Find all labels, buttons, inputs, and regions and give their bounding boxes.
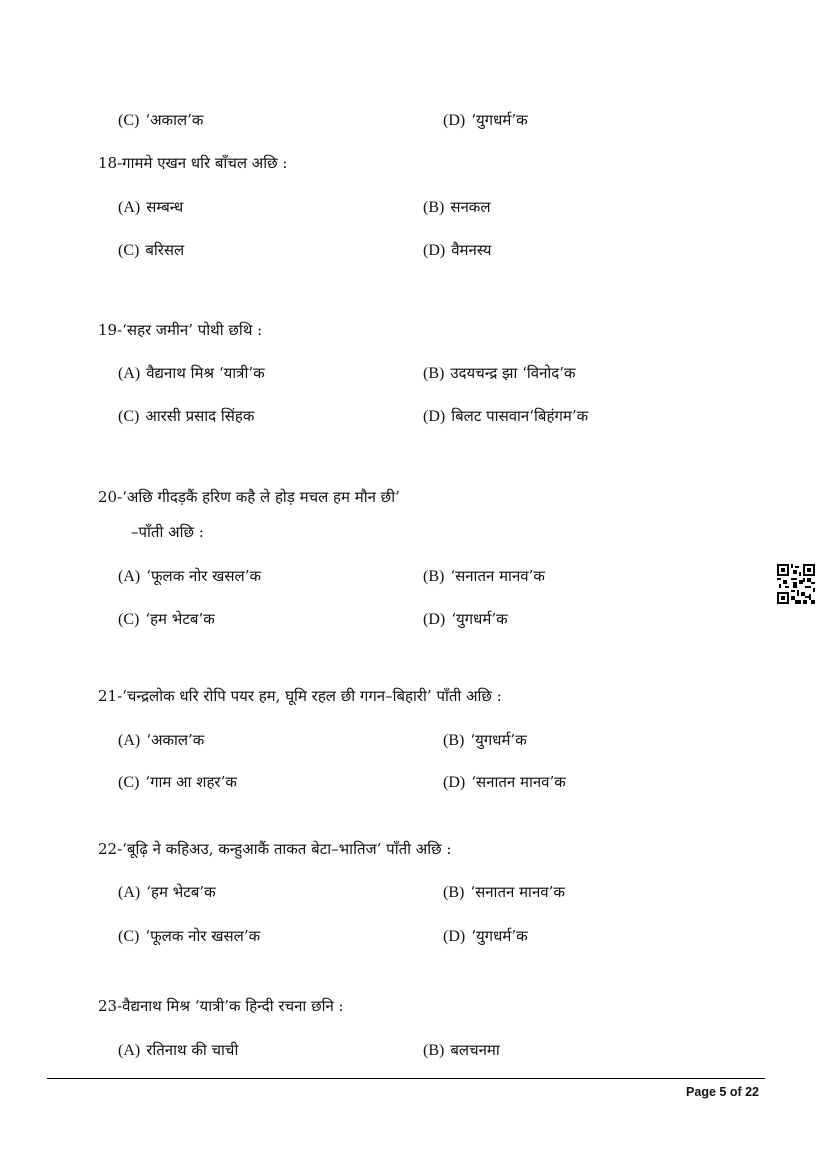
option-label: (A) [118, 1042, 141, 1059]
option-label: (D) [443, 774, 466, 791]
qr-code-icon [777, 564, 815, 604]
option-text: रतिनाथ की चाची [146, 1041, 239, 1059]
option-label: (C) [118, 774, 140, 791]
option-label: (D) [443, 112, 466, 129]
q20-option-d [423, 609, 508, 629]
q20-option-a [118, 566, 261, 586]
option-text: ‘युगधर्म’क [451, 610, 508, 628]
option-label: (D) [423, 408, 446, 425]
q21-option-a [118, 730, 204, 750]
question-22: 22-‘बूढ़ि ने कहिअउ, कन्हुआकैं ताकत बेटा–भातिज’ पाँती अछि : [98, 840, 452, 858]
question-23: 23-वैद्यनाथ मिश्र ‘यात्री’क हिन्दी रचना छनि : [98, 997, 344, 1015]
option-label: (C) [118, 112, 140, 129]
option-text: ‘फूलक नोर खसल’क [145, 927, 261, 945]
q23-option-a [118, 1040, 238, 1060]
option-label: (A) [118, 732, 141, 749]
q22-option-a [118, 882, 216, 902]
option-label: (C) [118, 611, 140, 628]
q21-option-c [118, 772, 237, 792]
page-number: Page 5 of 22 [686, 1085, 759, 1099]
question-20-continuation: –पाँती अछि : [131, 523, 204, 541]
option-text: आरसी प्रसाद सिंहक [145, 407, 255, 425]
q19-option-d [423, 406, 588, 426]
q17-option-c [118, 110, 203, 130]
option-label: (D) [443, 928, 466, 945]
option-label: (C) [118, 928, 140, 945]
option-label: (B) [423, 568, 445, 585]
option-label: (B) [423, 365, 445, 382]
option-text: ‘गाम आ शहर’क [145, 773, 237, 791]
option-text: सनकल [450, 198, 491, 216]
option-label: (D) [423, 611, 446, 628]
q17-option-d [443, 110, 528, 130]
option-label: (C) [118, 408, 140, 425]
option-text: ‘सनातन मानव’क [470, 883, 565, 901]
q18-option-d [423, 240, 491, 260]
q18-option-b [423, 197, 490, 217]
option-label: (B) [443, 732, 465, 749]
footer-divider [47, 1078, 765, 1079]
question-21: 21-‘चन्द्रलोक धरि रोपि पयर हम, घूमि रहल छी गगन–बिहारी’ पाँती अछि : [98, 687, 502, 705]
option-label: (A) [118, 365, 141, 382]
option-text: ‘सनातन मानव’क [471, 773, 566, 791]
q18-option-c [118, 240, 184, 260]
option-text: ‘युगधर्म’क [470, 731, 527, 749]
option-text: ‘अकाल’क [146, 731, 205, 749]
option-text: ‘हम भेटब’क [145, 610, 215, 628]
q21-option-d [443, 772, 566, 792]
option-text: ‘युगधर्म’क [471, 111, 528, 129]
option-label: (B) [443, 884, 465, 901]
option-text: वैद्यनाथ मिश्र ‘यात्री’क [146, 364, 265, 382]
option-label: (A) [118, 199, 141, 216]
option-label: (A) [118, 568, 141, 585]
option-label: (C) [118, 242, 140, 259]
option-label: (B) [423, 199, 445, 216]
option-text: ‘युगधर्म’क [471, 927, 528, 945]
q21-option-b [443, 730, 527, 750]
q19-option-b [423, 363, 576, 383]
question-20: 20-‘अछि गीदड़कैं हरिण कहै ले होड़ मचल हम मौन छी’ [98, 488, 400, 506]
option-text: ‘अकाल’क [145, 111, 204, 129]
q19-option-c [118, 406, 254, 426]
q23-option-b [423, 1040, 500, 1060]
q20-option-b [423, 566, 545, 586]
option-text: वैमनस्य [451, 241, 492, 259]
q22-option-d [443, 926, 528, 946]
question-19: 19-‘सहर जमीन’ पोथी छथि : [98, 321, 263, 339]
option-text: बिलट पासवान‘बिहंगम’क [451, 407, 589, 425]
option-label: (B) [423, 1042, 445, 1059]
option-text: बलचनमा [450, 1041, 500, 1059]
q20-option-c [118, 609, 215, 629]
option-text: ‘फूलक नोर खसल’क [146, 567, 261, 585]
q22-option-c [118, 926, 260, 946]
option-label: (A) [118, 884, 141, 901]
option-text: उदयचन्द्र झा ‘विनोद’क [450, 364, 576, 382]
q18-option-a [118, 197, 183, 217]
q19-option-a [118, 363, 265, 383]
option-text: ‘हम भेटब’क [146, 883, 216, 901]
option-text: बरिसल [145, 241, 185, 259]
option-text: ‘सनातन मानव’क [450, 567, 545, 585]
question-18: 18-गाममे एखन धरि बाँचल अछि : [98, 154, 288, 172]
option-text: सम्बन्ध [146, 198, 184, 216]
q22-option-b [443, 882, 565, 902]
option-label: (D) [423, 242, 446, 259]
